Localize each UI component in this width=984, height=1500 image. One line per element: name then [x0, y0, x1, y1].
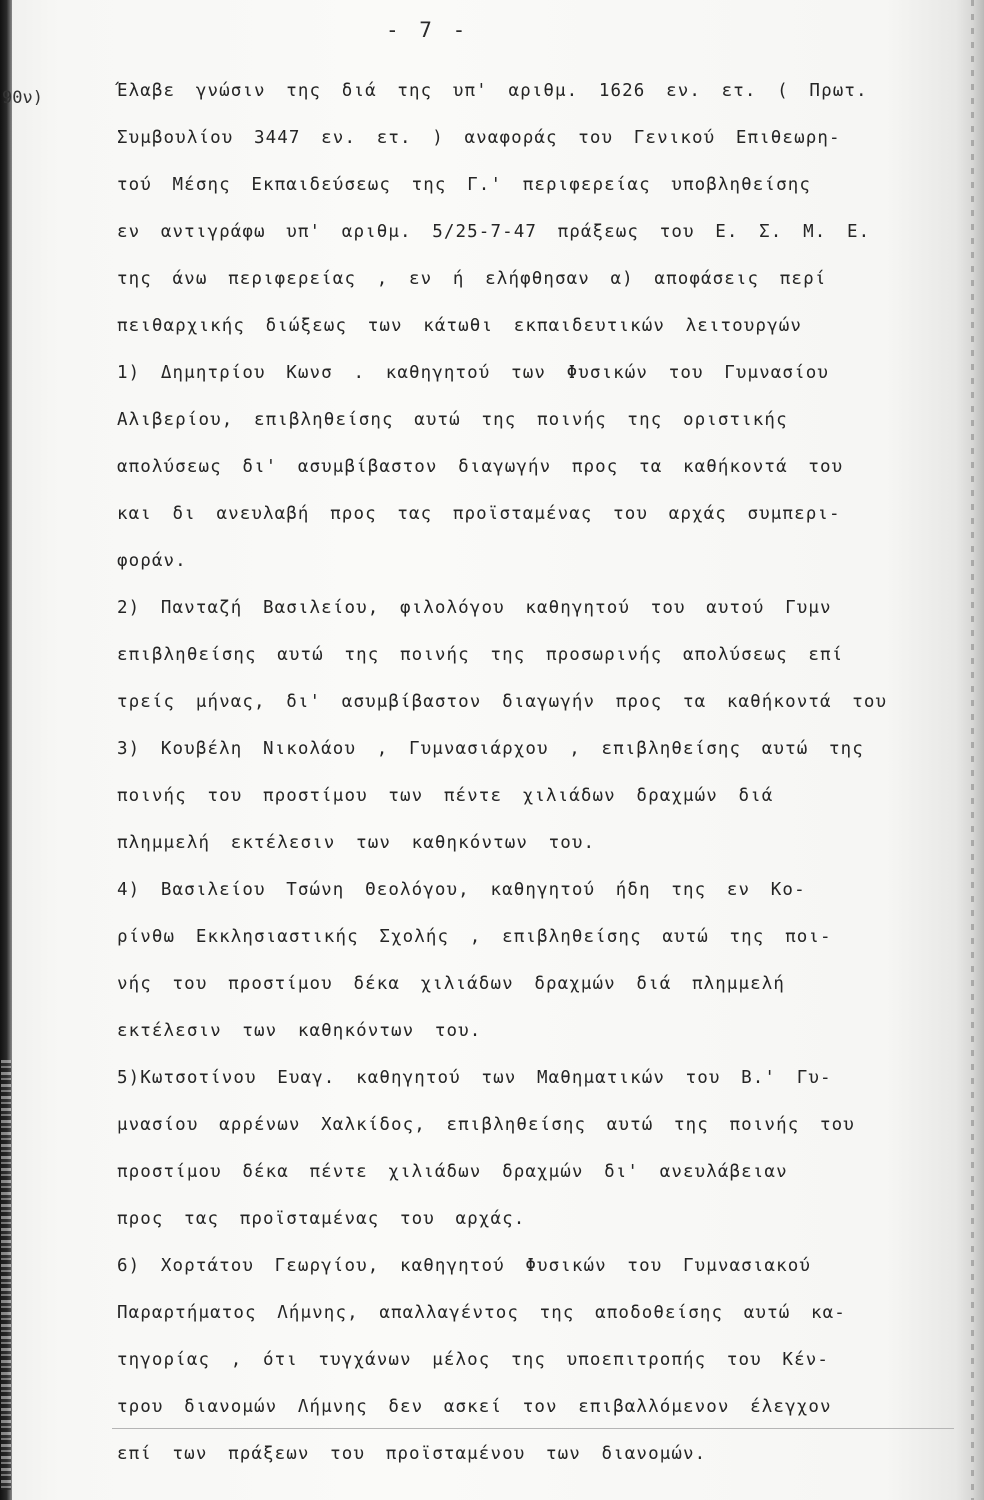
binding-holes — [971, 0, 974, 1500]
text-line: προστίμου δέκα πέντε χιλιάδων δραχμών δι' ανευλάβειαν — [117, 1162, 788, 1182]
text-line: νής του προστίμου δέκα χιλιάδων δραχμών διά πλημμελή — [117, 974, 786, 994]
page-number: - 7 - — [386, 18, 470, 42]
text-line: Συμβουλίου 3447 εν. ετ. ) αναφοράς του Γενικού Επιθεωρη- — [117, 128, 841, 148]
text-line: επί των πράξεων του προϊσταμένου των διανομών. — [117, 1444, 707, 1464]
text-line: πειθαρχικής διώξεως των κάτωθι εκπαιδευτικών λειτουργών — [117, 316, 802, 336]
text-line: προς τας προϊσταμένας του αρχάς. — [117, 1209, 526, 1229]
text-line: εκτέλεσιν των καθηκόντων του. — [117, 1021, 482, 1041]
text-line: φοράν. — [117, 551, 187, 571]
text-line: της άνω περιφερείας , εν ή ελήφθησαν α) αποφάσεις περί — [117, 269, 827, 289]
text-line: 3) Κουβέλη Νικολάου , Γυμνασιάρχου , επιβληθείσης αυτώ της — [117, 739, 864, 759]
text-line: μνασίου αρρένων Χαλκίδος, επιβληθείσης αυτώ της ποινής του — [117, 1115, 855, 1135]
typewritten-text — [117, 76, 942, 1486]
text-line: τού Μέσης Εκπαιδεύσεως της Γ.' περιφερείας υποβληθείσης — [117, 175, 811, 195]
text-line: τρείς μήνας, δι' ασυμβίβαστον διαγωγήν προς τα καθήκοντά του — [117, 692, 888, 712]
text-line: ρίνθω Εκκλησιαστικής Σχολής , επιβληθείσης αυτώ της ποι- — [117, 927, 832, 947]
text-line: τρου διανομών Λήμνης δεν ασκεί τον επιβαλλόμενον έλεγχον — [117, 1397, 832, 1417]
text-line: Αλιβερίου, επιβληθείσης αυτώ της ποινής της οριστικής — [117, 410, 788, 430]
binding-strip — [0, 0, 12, 1500]
text-line: πλημμελή εκτέλεσιν των καθηκόντων του. — [117, 833, 596, 853]
text-line: 1) Δημητρίου Κωνσ . καθηγητού των Φυσικών του Γυμνασίου — [117, 363, 829, 383]
text-line: ποινής του προστίμου των πέντε χιλιάδων δραχμών διά — [117, 786, 774, 806]
bottom-rule — [112, 1428, 954, 1429]
text-line: επιβληθείσης αυτώ της ποινής της προσωρινής απολύσεως επί — [117, 645, 844, 665]
text-line: 6) Χορτάτου Γεωργίου, καθηγητού Φυσικών του Γυμνασιακού — [117, 1256, 811, 1276]
binding-spine-text — [1, 1060, 11, 1490]
text-line: και δι ανευλαβή προς τας προϊσταμένας του αρχάς συμπερι- — [117, 504, 841, 524]
text-line: 5)Κωτσοτίνου Ευαγ. καθηγητού των Μαθηματικών του Β.' Γυ- — [117, 1068, 832, 1088]
margin-note: 90ν) — [2, 88, 43, 108]
text-line: 4) Βασιλείου Τσώνη Θεολόγου, καθηγητού ήδη της εν Κο- — [117, 880, 806, 900]
text-line: εν αντιγράφω υπ' αριθμ. 5/25-7-47 πράξεως του Ε. Σ. Μ. Ε. — [117, 222, 871, 242]
text-line: Έλαβε γνώσιν της διά της υπ' αριθμ. 1626 εν. ετ. ( Πρωτ. — [117, 81, 868, 101]
text-line: Παραρτήματος Λήμνης, απαλλαγέντος της αποδοθείσης αυτώ κα- — [117, 1303, 846, 1323]
text-line: απολύσεως δι' ασυμβίβαστον διαγωγήν προς τα καθήκοντά του — [117, 457, 844, 477]
text-line: τηγορίας , ότι τυγχάνων μέλος της υποεπιτροπής του Κέν- — [117, 1350, 829, 1370]
text-line: 2) Πανταζή Βασιλείου, φιλολόγου καθηγητού του αυτού Γυμν — [117, 598, 832, 618]
page-edge-shadow — [956, 0, 984, 1500]
